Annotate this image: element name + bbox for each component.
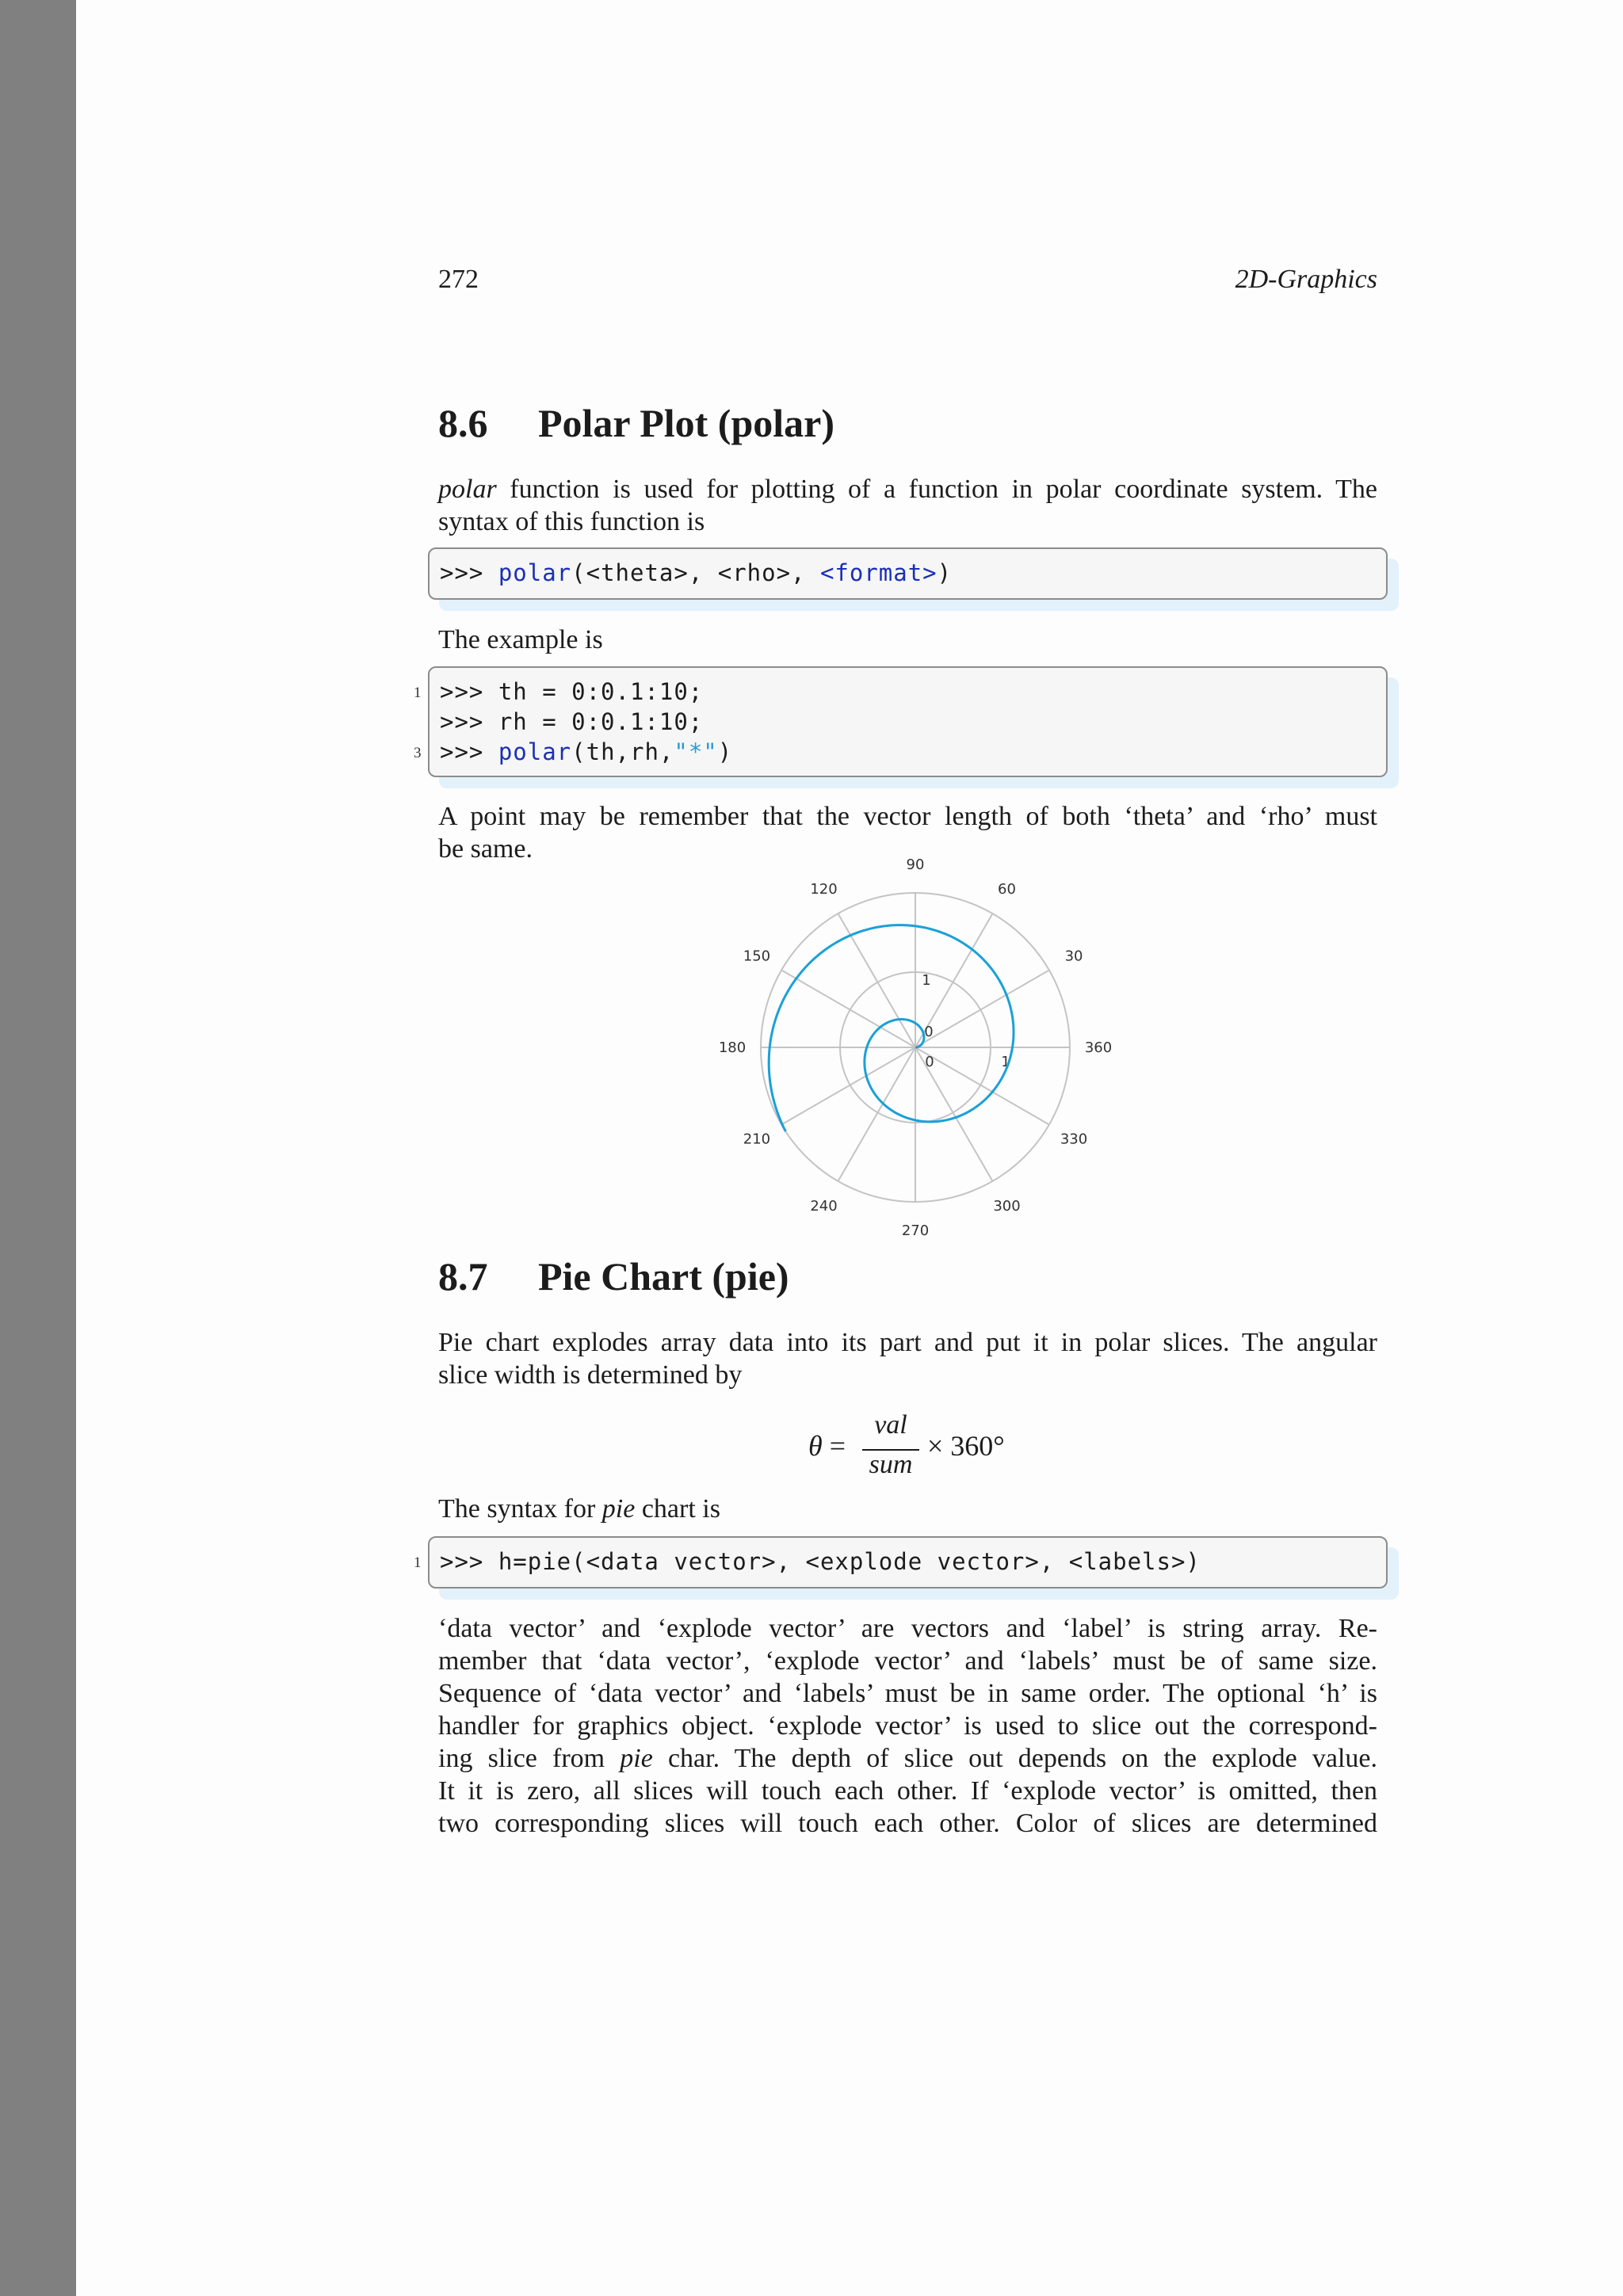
polar-note-line-2: be same. bbox=[438, 834, 533, 864]
pie-word: pie bbox=[601, 1494, 636, 1524]
pie-body-line-3: Sequence of ‘data vector’ and ‘labels’ must be in same order. The optional ‘h’ is bbox=[438, 1679, 1377, 1708]
line-number: 3 bbox=[414, 745, 422, 761]
polar-intro-line-2: syntax of this function is bbox=[438, 507, 705, 536]
polar-angle-tick-label: 360 bbox=[1084, 1039, 1113, 1056]
section-number: 8.6 bbox=[438, 401, 488, 445]
pie-body-line-7: two corresponding slices will touch each other. Color of slices are determined bbox=[438, 1809, 1377, 1838]
polar-angle-tick-label: 60 bbox=[998, 880, 1016, 898]
polar-radial-tick-label: 0 bbox=[924, 1024, 934, 1040]
pie-body-line-1: ‘data vector’ and ‘explode vector’ are vectors and ‘label’ is string array. Re- bbox=[438, 1614, 1377, 1643]
equation-rhs: × 360° bbox=[927, 1430, 1005, 1462]
polar-angle-tick-label: 90 bbox=[906, 856, 925, 873]
polar-angle-tick-label: 330 bbox=[1060, 1131, 1088, 1148]
equation-lhs: θ = bbox=[808, 1430, 846, 1462]
polar-radial-tick-label: 1 bbox=[922, 972, 931, 989]
polar-note-line-1: A point may be remember that the vector length of both ‘theta’ and ‘rho’ must bbox=[438, 802, 1377, 831]
page-number: 272 bbox=[438, 265, 479, 294]
polar-radial-tick-label: 1 bbox=[1001, 1054, 1010, 1070]
equation-numerator: val bbox=[874, 1410, 907, 1440]
pie-intro bbox=[438, 1326, 1377, 1391]
example-code-line-1: >>> th = 0:0.1:10; bbox=[440, 678, 704, 705]
polar-word: polar bbox=[438, 475, 497, 504]
example-code-line-2: >>> rh = 0:0.1:10; bbox=[440, 708, 704, 735]
polar-angle-tick-label: 300 bbox=[993, 1198, 1021, 1215]
section-title: Pie Chart (pie) bbox=[538, 1254, 789, 1299]
pie-syntax-intro: The syntax for pie chart is bbox=[438, 1494, 720, 1524]
section-number: 8.7 bbox=[438, 1254, 488, 1299]
pie-intro-line-1: Pie chart explodes array data into its part and put it in polar slices. The angular bbox=[438, 1328, 1377, 1357]
polar-intro bbox=[438, 473, 1377, 538]
polar-angle-tick-label: 240 bbox=[810, 1198, 838, 1215]
polar-angle-tick-label: 150 bbox=[743, 948, 771, 965]
pie-body bbox=[438, 1612, 1377, 1840]
chapter-title: 2D-Graphics bbox=[1235, 265, 1377, 294]
pie-body-line-6: It it is zero, all slices will touch each other. If ‘explode vector’ is omitted, then bbox=[438, 1776, 1377, 1806]
equation-denominator: sum bbox=[869, 1450, 913, 1479]
polar-angle-tick-label: 120 bbox=[810, 880, 838, 898]
polar-grid-spoke bbox=[915, 1047, 1049, 1125]
polar-grid-spoke bbox=[781, 971, 915, 1048]
polar-syntax-code: >>> polar(<theta>, <rho>, <format>) bbox=[440, 559, 953, 586]
polar-angle-tick-label: 180 bbox=[718, 1039, 747, 1056]
section-heading-pie bbox=[438, 1253, 789, 1299]
line-number: 1 bbox=[414, 685, 422, 701]
polar-grid-spoke bbox=[838, 913, 916, 1047]
line-number: 1 bbox=[414, 1554, 422, 1571]
polar-angle-tick-label: 210 bbox=[743, 1131, 771, 1148]
example-code-line-3: >>> polar(th,rh,"*") bbox=[440, 738, 733, 765]
pie-body-line-2: member that ‘data vector’, ‘explode vector’ and ‘labels’ must be of same size. bbox=[438, 1646, 1377, 1676]
pie-body-line-4: handler for graphics object. ‘explode vector’ is used to slice out the correspond- bbox=[438, 1711, 1377, 1741]
section-title: Polar Plot (polar) bbox=[538, 401, 834, 445]
polar-grid-spoke bbox=[915, 971, 1049, 1048]
example-intro: The example is bbox=[438, 625, 603, 654]
left-gutter bbox=[0, 0, 76, 2296]
polar-intro-line-1: polar function is used for plotting of a function in polar coordinate system. The bbox=[438, 475, 1377, 504]
pie-body-line-5: ing slice from pie char. The depth of slice out depends on the explode value. bbox=[438, 1744, 1378, 1773]
pie-word: pie bbox=[620, 1744, 653, 1773]
polar-radial-tick-label: 0 bbox=[925, 1054, 934, 1070]
polar-angle-tick-label: 30 bbox=[1064, 948, 1083, 965]
pie-syntax-code: >>> h=pie(<data vector>, <explode vector>, <labels>) bbox=[440, 1548, 1201, 1575]
section-heading-polar bbox=[438, 400, 834, 446]
polar-grid-spoke bbox=[838, 1047, 916, 1181]
polar-plot bbox=[697, 856, 1133, 1236]
pie-intro-line-2: slice width is determined by bbox=[438, 1360, 743, 1390]
polar-angle-tick-label: 270 bbox=[901, 1222, 930, 1236]
polar-series-line bbox=[769, 925, 1014, 1131]
